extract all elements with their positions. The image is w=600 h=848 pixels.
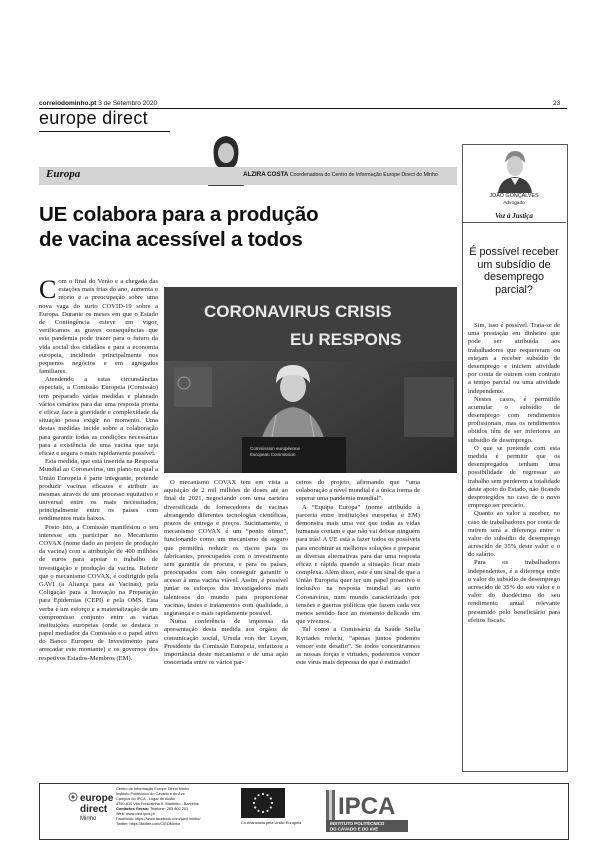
podium-line-2: European Commission xyxy=(250,452,296,457)
article-paragraph: Esta medida, que está inserida na Resposta Mundial ao Coronavírus, um plano no qual a União Europeia é parte integrante, pretende produzir vacinas eficazes e atribuir as mesmas através de um processo equitativo e universal entre os mais necessitados, principalmente entre os países com rendimentos mais baixos. xyxy=(39,458,158,523)
masthead: europe direct xyxy=(39,108,148,128)
eu-cofinanced-caption: Co-financiado pela União Europeia xyxy=(241,820,302,825)
eu-star xyxy=(270,797,272,799)
sidebar-paragraph: Sim, isso é possível. Trata-se de uma prestação em dinheiro que pode ser atribuída aos trabalhadores que requereram ou estejam a receber subsídio de desemprego e iniciem atividade por conta de outrem com contrato a tempo parcial ou uma atividade independente. xyxy=(468,322,560,395)
masthead-rule xyxy=(39,131,170,132)
contact-facebook[interactable]: Facebook: https://www.facebook.com/cied.minho/ xyxy=(116,817,201,821)
contact-line: Centro de Informação Europe Direct Minho xyxy=(116,787,190,791)
eu-star xyxy=(271,802,273,804)
europe-direct-logo xyxy=(64,787,114,833)
svg-text:direct: direct xyxy=(80,804,108,815)
header-dateline xyxy=(39,100,157,107)
banner-line-1: CORONAVIRUS CRISIS xyxy=(204,302,392,321)
contact-web[interactable]: Web: www.cied.ipca.pt xyxy=(116,812,155,816)
eu-star xyxy=(262,811,264,813)
article-column-2 xyxy=(164,479,288,667)
columnist-portrait xyxy=(496,147,534,193)
footer-contact xyxy=(116,787,236,827)
article-paragraph: Posto isto, a Comissão manifestou o seu interesse em participar no Mecanismo COVAX (nome dado ao projeto de produção da vacina) com a atribuição de 400 milhões de euros para apoiar o trabalho de investigação e produção da vacina. Referir que o mecanismo COVAX, é codirigido pela GAVI (a Aliança para as Vacinas), pela Coligação para a Inovação na Preparação para Epidemias (CEPI) e pela OMS. Esta verba é um esforço e a materialização de um compromisso conjunto entre as várias instituições europeias (onde se destaca o papel mediador da Comissão e o papel ativo do Banco Europeu de Investimento para arrecadar este montante) e os governos dos respetivos Estados-Membros (EM). xyxy=(39,523,158,662)
svg-text:Minho: Minho xyxy=(80,816,97,822)
columnist-role: Advogado xyxy=(503,201,525,206)
drop-cap: C xyxy=(39,275,57,304)
article-headline: UE colabora para a produção de vacina acessível a todos xyxy=(39,203,319,251)
page-number: 23 xyxy=(553,100,561,107)
contact-line: Campus do IPCA - Lugar do Aldão xyxy=(116,797,175,801)
eu-star xyxy=(254,797,256,799)
columnist-name: JOÃO GONÇALVES xyxy=(489,193,539,199)
eu-star xyxy=(262,793,264,795)
sidebar-paragraph: Nestes casos, é permitido acumular o subsídio de desemprego com rendimentos profissionais, mas os rendimentos obtidos têm de ser inferiores ao subsídio de desemprego. xyxy=(468,395,560,444)
sidebar-paragraph: O que se pretende com esta medida é permitir que os desempregados tenham uma possibilidade de regressar ao trabalho sem perderem a totalidade deste apoio do Estado, não ficando desprotegidos no caso de o novo emprego ser precário. xyxy=(468,444,560,510)
svg-text:INSTITUTO POLITÉCNICO: INSTITUTO POLITÉCNICO xyxy=(330,821,385,826)
author-byline xyxy=(243,171,438,178)
podium-line-1: Commission européenne xyxy=(250,446,301,451)
article-paragraph: ceiros do projeto, afirmando que “uma colaboração a nível mundial é a única forma de superar uma pandemia mundial”. xyxy=(296,479,420,503)
sidebar-rule xyxy=(462,222,566,223)
article-paragraph: Atendendo a estas circunstâncias especiais, a Comissão Europeia (Comissão) tem preparado várias medidas e planeado vários cenários para dar uma resposta pronta e eficaz face à gravidade e complexidade da situação possa exigir no momento. Uma destas medidas incide sobre a colaboração para garantir todas as condições necessárias para a existência de uma vacina que seja eficaz e segura o mais rapidamente possível. xyxy=(39,376,158,457)
svg-text:IPCA: IPCA xyxy=(338,793,396,820)
article-column-3 xyxy=(296,479,420,667)
sidebar-paragraph: Quanto ao valor a receber, no caso de trabalhadores por conta de outrem será a diferença entre o valor do subsídio de desemprego acrescido de 35% deste valor e o do salário. xyxy=(468,510,560,559)
article-paragraph: Com o final do Verão e a chegada das estações mais frias do ano, aumenta o receio e a preocupação sobre uma nova vaga do surto COVID-19 sobre a Europa. Durante os meses em que o Estado de Contingência esteve em vigor, verificamos as graves consequências que esta pandemia pode trazer para o futuro da vida social dos cidadãos e para a economia europeia, incidindo principalmente nos pequenos negócios e em agregados familiares. xyxy=(39,275,158,376)
article-paragraph: O mecanismo COVAX tem em vista a aquisição de 2 mil milhões de doses até ao final de 2021, negociando com uma carteira diversificada de fornecedores de vacinas abrangendo diferentes tecnologias científicas, prazos de entrega e preços. Sucintamente, o mecanismo COVAX é um “ponto ótimo”, funcionando como um mecanismo de seguro que permitirá reduzir os riscos para os fabricantes, preocupados com o investimento sem garantia de procura, e para os países, preocupados com não conseguir garantir o acesso à uma vacina viável. Assim, é possível juntar os esforços dos investigadores mais talentosos do mundo para proporcionar vacinas, testes e tratamentos com qualidade, a segurança e o mais rapidamente possível. xyxy=(164,479,288,617)
section-label: Europa xyxy=(46,168,81,180)
ipca-logo xyxy=(326,788,442,832)
contact-line: Instituto Politécnico do Cávado e do Ave xyxy=(116,792,185,796)
svg-text:europe: europe xyxy=(80,793,114,804)
eu-star xyxy=(270,806,272,808)
sidebar-paragraph: Para os trabalhadores independentes, é a diferença entre o valor do subsídio de desemprego acrescido de 35% do seu valor e o valor do duodécimo do seu rendimento anual relevante presumido pelo beneficiário para efeitos fiscais. xyxy=(468,559,560,624)
article-paragraph: A “Equipa Europa” (nome atribuído à parceria entre instituições europeias e EM) demonstra mais uma vez que todas as vidas humanas contam e que não vai deixar ninguém para trás! A UE está a fazer todos os possíveis para encontrar as melhores soluções e preparar as diversas alternativas para dar uma resposta eficaz e rápida quando a situação ficar mais complexa. Além disso, este é um sinal de que a União Europeia quer ter um papel proactivo e inclusivo na resposta mundial ao surto Coronavírus, num mundo caracterizado por tensões e guerras políticas que fazem cada vez menos sentido face ao momento delicado em que vivemos. xyxy=(296,503,420,626)
article-paragraph: Tal como a Comissária da Saúde Stella Kyriades referiu, “apenas juntos podemos vencer este desafio”. Se todos concentrarmos as nossas forças e virtudes, poderemos vencer este vírus mais depressa do que é estimado! xyxy=(296,626,420,667)
author-role: Coordenadora do Centro de Informação Europe Direct do Minho xyxy=(289,172,438,178)
eu-star xyxy=(253,802,255,804)
eu-flag-icon xyxy=(241,788,285,818)
eu-star xyxy=(266,794,268,796)
eu-star xyxy=(257,794,259,796)
press-photo xyxy=(164,287,457,473)
eu-star xyxy=(266,810,268,812)
column-title: Voz à Justiça xyxy=(495,212,533,220)
site-name: correiodominho.pt xyxy=(39,100,97,107)
contact-twitter[interactable]: Twitter: https://twitter.com/CIEDMinho xyxy=(116,822,181,826)
issue-date: 3 de Setembro 2020 xyxy=(98,100,158,107)
eu-star xyxy=(254,806,256,808)
article-column-1 xyxy=(39,275,158,663)
svg-text:DO CÁVADO E DO AVE: DO CÁVADO E DO AVE xyxy=(330,826,379,832)
banner-line-2: EU RESPONS xyxy=(290,330,402,349)
eu-star xyxy=(257,810,259,812)
article-paragraph: Numa conferência de imprensa da apresentação desta medida aos órgãos de comunicação social, Ursula von der Leyen, Presidente da Comissão Europeia, enfatizou a importância deste mecanismo e de uma ação concertada entre os vários par- xyxy=(164,618,288,667)
sidebar-text xyxy=(468,322,560,625)
contact-phone-line: Contactos Gerais: Telefone: 253 802 201 xyxy=(116,807,189,811)
sidebar-question: É possível receber um subsídio de desemprego parcial? xyxy=(469,246,559,297)
contact-line: 4750-810 Vila Frescainha S. Martinho - Barcelos xyxy=(116,802,199,806)
author-name: ALZIRA COSTA xyxy=(243,171,289,178)
